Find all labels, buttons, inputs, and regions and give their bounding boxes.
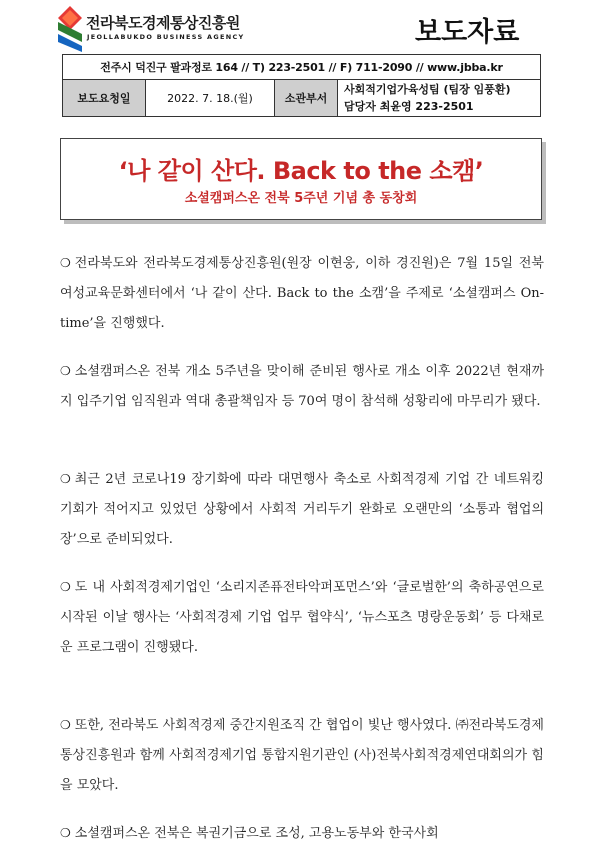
bullet-icon: ❍ — [60, 718, 71, 732]
bullet-icon: ❍ — [60, 826, 71, 840]
paragraph-text: 최근 2년 코로나19 장기화에 따라 대면행사 축소로 사회적경제 기업 간 네트워킹 기회가 적어지고 있었던 상황에서 사회적 거리두기 완화로 오랜만의 ‘소통과 협업의 장’으로 준비되었다. — [60, 472, 544, 547]
agency-logo-icon — [58, 6, 82, 52]
paragraph-text: 소셜캠퍼스온 전북 개소 5주년을 맞이해 준비된 행사로 개소 이후 2022년 현재까지 입주기업 임직원과 역대 총괄책임자 등 70여 명이 참석해 성황리에 마무리가 됐다. — [60, 364, 544, 409]
paragraph-3 — [60, 464, 544, 555]
bullet-icon: ❍ — [60, 256, 71, 270]
bullet-icon: ❍ — [60, 472, 71, 486]
organization-name: 전라북도경제통상진흥원 — [86, 14, 240, 32]
request-date-value: 2022. 7. 18.(월) — [146, 80, 275, 117]
headline-box — [60, 138, 542, 220]
department-contact: 담당자 최윤영 223-2501 — [344, 100, 474, 113]
paragraph-text: 소셜캠퍼스온 전북은 복권기금으로 조성, 고용노동부와 한국사회 — [74, 826, 439, 841]
paragraph-2 — [60, 356, 544, 417]
bullet-icon: ❍ — [60, 580, 71, 594]
department-team: 사회적기업가육성팀 (팀장 임풍환) — [344, 83, 511, 96]
request-date-label: 보도요청일 — [63, 80, 146, 117]
paragraph-text: 전라북도와 전라북도경제통상진흥원(원장 이현웅, 이하 경진원)은 7월 15일 전북여성교육문화센터에서 ‘나 같이 산다. Back to the 소캠’을 주제로 ‘소셜캠퍼스 On-time’을 진행했다. — [60, 256, 544, 331]
header-info-table — [62, 54, 541, 117]
paragraph-1 — [60, 248, 544, 339]
headline-subtitle: 소셜캠퍼스온 전북 5주년 기념 총 동창회 — [184, 191, 418, 206]
bullet-icon: ❍ — [60, 364, 71, 378]
paragraph-4 — [60, 572, 544, 663]
department-label: 소관부서 — [275, 80, 338, 117]
paragraph-6 — [60, 818, 544, 849]
document-type-title: 보도자료 — [415, 17, 520, 48]
department-info — [338, 80, 541, 117]
paragraph-text: 도 내 사회적경제기업인 ‘소리지존퓨전타악퍼포먼스’와 ‘글로벌한’의 축하공연으로 시작된 이날 행사는 ‘사회적경제 기업 업무 협약식’, ‘뉴스포츠 명랑운동회’ 등 다채로운 프로그램이 진행됐다. — [60, 580, 544, 655]
paragraph-text: 또한, 전라북도 사회적경제 중간지원조직 간 협업이 빛난 행사였다. ㈜전라북도경제통상진흥원과 함께 사회적경제기업 통합지원기관인 (사)전북사회적경제연대회의가 힘을 모았다. — [60, 718, 544, 793]
organization-name-english: JEOLLABUKDO BUSINESS AGENCY — [87, 33, 245, 41]
headline-title: ‘나 같이 산다. Back to the 소캠’ — [118, 157, 484, 185]
paragraph-5 — [60, 710, 544, 801]
contact-line: 전주시 덕진구 팔과정로 164 // T) 223-2501 // F) 711-2090 // www.jbba.kr — [63, 55, 541, 80]
